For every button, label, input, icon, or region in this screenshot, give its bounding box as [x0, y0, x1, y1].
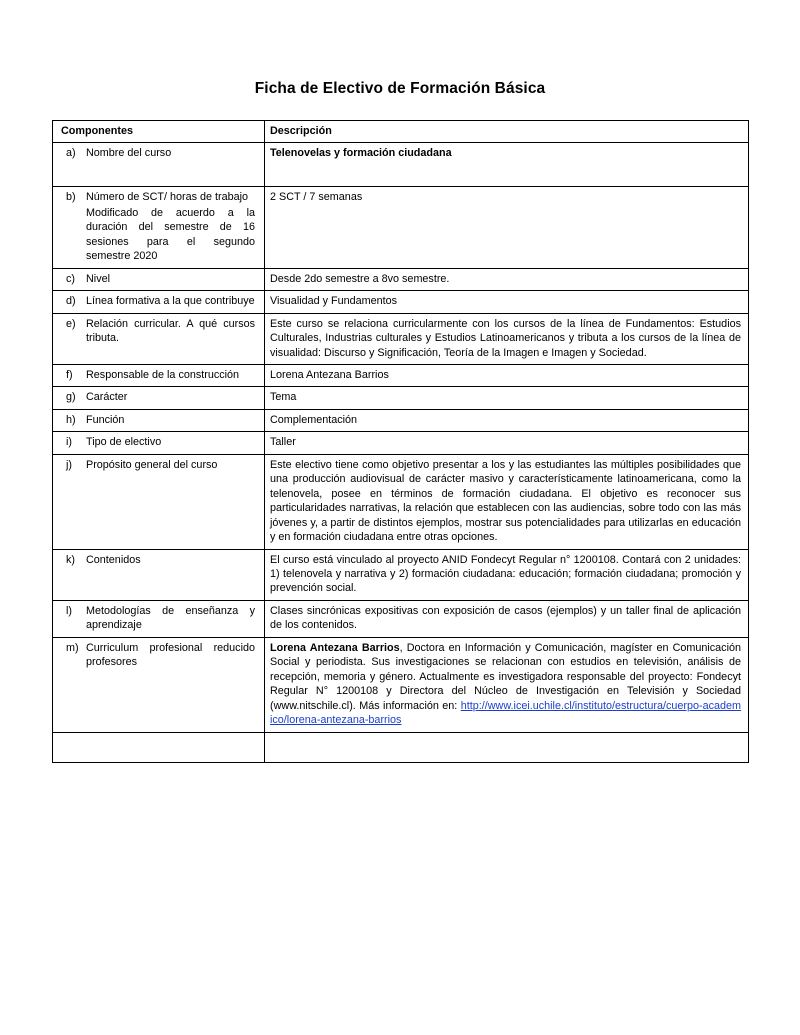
row-label-note: Modificado de acuerdo a la duración del semestre de 16 sesiones para el segundo semestre 2020: [86, 206, 255, 263]
row-label-cell: [53, 637, 265, 732]
row-value-paragraph: [270, 641, 743, 728]
row-label: Nombre del curso: [86, 147, 172, 160]
row-label-cell: [53, 549, 265, 600]
row-marker: d): [66, 295, 76, 308]
row-marker: c): [66, 272, 75, 285]
row-label-cell: [53, 268, 265, 290]
row-value: Este curso se relaciona curricularmente con los cursos de la línea de Fundamentos: Estudios Culturales, Industrias culturales y Estudios Latinoamericanos y tributa a los cursos de la línea de visualidad: Discurso y Significación, Teoría de la Imagen e Imagen y Sociedad.: [270, 317, 741, 359]
spacer-left: [53, 732, 265, 762]
table-spacer-row: [53, 732, 749, 762]
row-value-cell: [265, 454, 749, 549]
row-value-cell: [265, 637, 749, 732]
row-label-cell: [53, 364, 265, 386]
row-value: Clases sincrónicas expositivas con exposición de casos (ejemplos) y un taller final de aplicación de los contenidos.: [270, 604, 741, 632]
header-descripcion: Descripción: [265, 121, 749, 143]
row-label: Curriculum profesional reducido profesores: [86, 641, 255, 669]
row-label-cell: [53, 143, 265, 187]
row-label: Relación curricular. A qué cursos tributa.: [86, 317, 255, 345]
row-label: Responsable de la construcción: [86, 368, 240, 381]
row-value-cell: [265, 187, 749, 268]
row-value: Lorena Antezana Barrios: [270, 368, 389, 381]
row-label: Tipo de electivo: [86, 436, 162, 449]
row-marker: j): [66, 458, 72, 471]
table-row: [53, 600, 749, 637]
row-label: Número de SCT/ horas de trabajo: [86, 191, 249, 204]
row-value: Este electivo tiene como objetivo presentar a los y las estudiantes las múltiples posibilidades que una producción audiovisual de carácter masivo y característicamente latinoamericana, como la telenovela, posee en términos de formación ciudadana. El objetivo es reconocer sus particularidades narrativas, la relación que establecen con las audiencias, sobre todo con las más jóvenes y, a partir de distintos ejemplos, mostrar sus potencialidades para utilizarlas en educación y en formación ciudadana entre otras opciones.: [270, 458, 741, 544]
table-row: [53, 454, 749, 549]
row-label-cell: [53, 409, 265, 431]
table-row: [53, 143, 749, 187]
row-marker: g): [66, 391, 76, 404]
row-marker: l): [66, 604, 72, 617]
header-componentes: Componentes: [53, 121, 265, 143]
row-label-cell: [53, 600, 265, 637]
row-value-cell: [265, 364, 749, 386]
row-label-cell: [53, 313, 265, 364]
table-row: [53, 313, 749, 364]
row-value-cell: [265, 313, 749, 364]
row-value-cell: [265, 600, 749, 637]
row-value: 2 SCT / 7 semanas: [270, 191, 363, 204]
row-value-cell: [265, 387, 749, 409]
row-marker: m): [66, 641, 79, 654]
table-row: [53, 549, 749, 600]
row-value-cell: [265, 268, 749, 290]
profile-link[interactable]: http://www.icei.uchile.cl/instituto/estructura/cuerpo-academico/lorena-antezana-barrios: [270, 699, 741, 727]
row-marker: i): [66, 436, 72, 449]
row-label-cell: [53, 432, 265, 454]
table-row: [53, 291, 749, 313]
row-value-cell: [265, 409, 749, 431]
table-row: [53, 187, 749, 268]
row-label: Contenidos: [86, 553, 141, 566]
row-value: Tema: [270, 391, 297, 404]
table-row: [53, 387, 749, 409]
row-label: Nivel: [86, 272, 110, 285]
row-value-cell: [265, 432, 749, 454]
row-marker: h): [66, 413, 76, 426]
row-value: Complementación: [270, 413, 358, 426]
row-marker: f): [66, 368, 73, 381]
spacer-right: [265, 732, 749, 762]
row-label-cell: [53, 187, 265, 268]
row-label-cell: [53, 291, 265, 313]
table-header-row: [53, 121, 749, 143]
ficha-table: [52, 120, 749, 763]
row-value-cell: [265, 549, 749, 600]
row-marker: k): [66, 553, 75, 566]
row-label-cell: [53, 387, 265, 409]
row-label: Función: [86, 413, 125, 426]
table-row: [53, 364, 749, 386]
row-value: Desde 2do semestre a 8vo semestre.: [270, 272, 450, 285]
row-value-cell: [265, 143, 749, 187]
row-value: Visualidad y Fundamentos: [270, 295, 398, 308]
table-row: [53, 409, 749, 431]
row-label-cell: [53, 454, 265, 549]
row-value: Taller: [270, 436, 296, 449]
row-label: Metodologías de enseñanza y aprendizaje: [86, 604, 255, 632]
professor-bio: , Doctora en Información y Comunicación, magíster en Comunicación Social y periodista. Sus investigaciones se relacionan con estudios en televisión, análisis de recepción, memoria y género. Actualmente es investigadora responsable del proyecto: Fondecyt Regular N° 1200108 y Directora del Núcleo de Investigación en Televisión y Sociedad (www.nitschile.cl). Más información en:: [270, 641, 741, 712]
table-row: [53, 268, 749, 290]
professor-name: Lorena Antezana Barrios: [270, 641, 400, 654]
row-marker: e): [66, 317, 76, 330]
row-label: Línea formativa a la que contribuye: [86, 295, 255, 308]
page-title: Ficha de Electivo de Formación Básica: [254, 80, 546, 97]
row-value: Telenovelas y formación ciudadana: [270, 147, 452, 160]
row-label: Carácter: [86, 391, 128, 404]
table-row: [53, 432, 749, 454]
row-marker: a): [66, 147, 76, 160]
row-value: El curso está vinculado al proyecto ANID Fondecyt Regular n° 1200108. Contará con 2 unidades: 1) telenovela y narrativa y 2) formación ciudadana: educación; formación ciudadana; promoción y prevención social.: [270, 553, 741, 595]
row-marker: b): [66, 191, 76, 204]
row-label: Propósito general del curso: [86, 458, 218, 471]
row-value-cell: [265, 291, 749, 313]
table-row: [53, 637, 749, 732]
